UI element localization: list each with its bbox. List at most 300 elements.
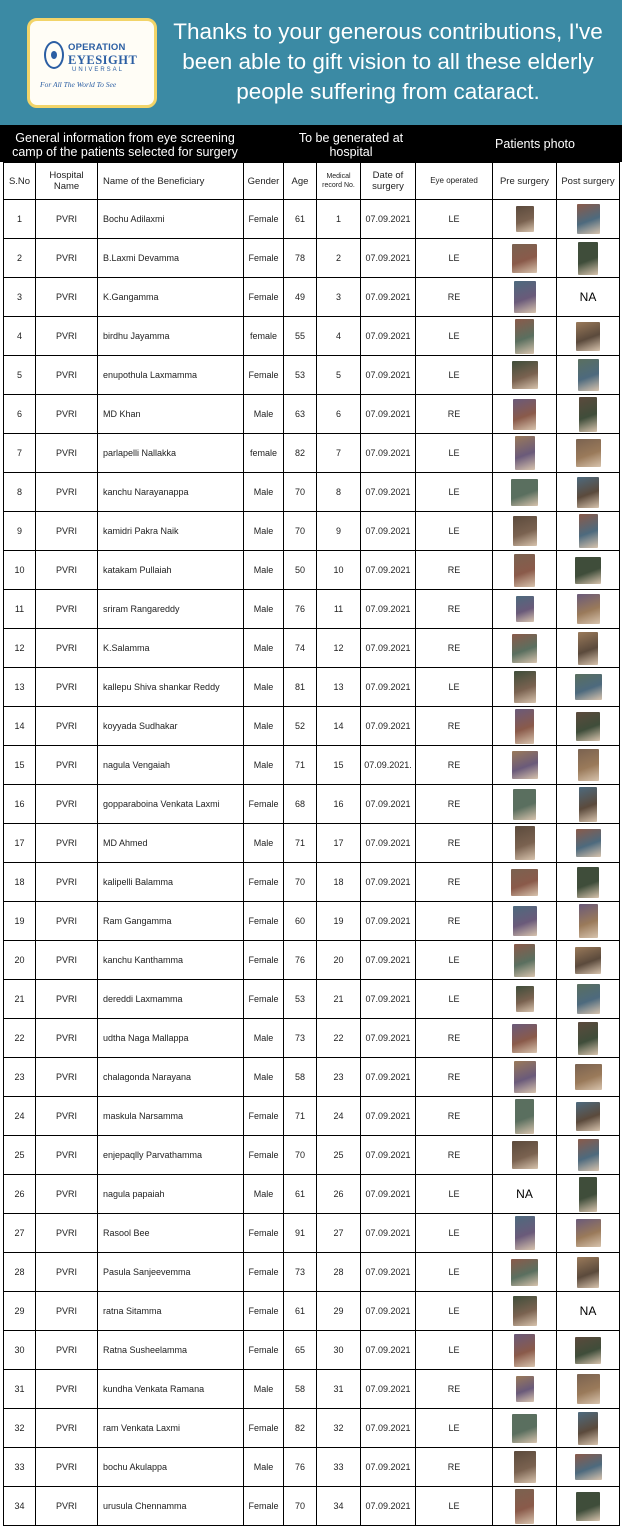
cell-medical-record: 18 <box>317 863 361 902</box>
post-surgery-photo <box>576 1219 601 1247</box>
cell-name: MD Ahmed <box>98 824 244 863</box>
cell-name: enupothula Laxmamma <box>98 356 244 395</box>
patients-table <box>3 162 620 1526</box>
cell-sno: 23 <box>4 1058 36 1097</box>
post-surgery-photo <box>578 1022 598 1055</box>
cell-hospital: PVRI <box>36 356 98 395</box>
cell-age: 65 <box>284 1331 317 1370</box>
cell-hospital: PVRI <box>36 902 98 941</box>
cell-gender: Female <box>244 980 284 1019</box>
post-surgery-photo-cell <box>557 1370 620 1409</box>
table-row <box>4 1058 620 1097</box>
table-body <box>4 200 620 1526</box>
cell-medical-record: 34 <box>317 1487 361 1526</box>
pre-surgery-photo <box>516 986 534 1012</box>
cell-age: 71 <box>284 746 317 785</box>
post-surgery-photo-cell <box>557 863 620 902</box>
table-row <box>4 1136 620 1175</box>
post-surgery-photo <box>576 322 600 351</box>
cell-sno: 25 <box>4 1136 36 1175</box>
cell-hospital: PVRI <box>36 395 98 434</box>
post-surgery-photo-cell <box>557 1448 620 1487</box>
post-surgery-photo <box>577 1257 599 1288</box>
cell-sno: 7 <box>4 434 36 473</box>
cell-sno: 24 <box>4 1097 36 1136</box>
cell-eye: LE <box>416 356 493 395</box>
cell-sno: 10 <box>4 551 36 590</box>
cell-eye: RE <box>416 278 493 317</box>
pre-surgery-photo-cell <box>493 980 557 1019</box>
post-surgery-photo-cell <box>557 629 620 668</box>
cell-eye: RE <box>416 1058 493 1097</box>
cell-sno: 27 <box>4 1214 36 1253</box>
pre-surgery-photo-cell <box>493 1370 557 1409</box>
cell-eye: RE <box>416 1097 493 1136</box>
cell-eye: RE <box>416 551 493 590</box>
cell-eye: LE <box>416 668 493 707</box>
cell-eye: LE <box>416 317 493 356</box>
cell-gender: Female <box>244 1487 284 1526</box>
post-surgery-photo <box>577 204 600 234</box>
pre-surgery-photo <box>515 319 534 354</box>
post-surgery-photo-cell <box>557 902 620 941</box>
post-surgery-photo-cell <box>557 200 620 239</box>
pre-surgery-photo-cell <box>493 278 557 317</box>
cell-gender: Female <box>244 902 284 941</box>
post-surgery-photo-cell <box>557 590 620 629</box>
cell-name: kallepu Shiva shankar Reddy <box>98 668 244 707</box>
cell-medical-record: 15 <box>317 746 361 785</box>
pre-surgery-photo <box>514 671 536 703</box>
post-surgery-photo-cell <box>557 1331 620 1370</box>
cell-medical-record: 7 <box>317 434 361 473</box>
cell-date: 07.09.2021 <box>361 902 416 941</box>
post-surgery-photo-cell <box>557 1058 620 1097</box>
table-row <box>4 1409 620 1448</box>
pre-surgery-photo-cell <box>493 200 557 239</box>
table-row <box>4 941 620 980</box>
cell-name: koyyada Sudhakar <box>98 707 244 746</box>
post-surgery-photo-cell <box>557 1214 620 1253</box>
cell-medical-record: 12 <box>317 629 361 668</box>
cell-hospital: PVRI <box>36 1253 98 1292</box>
cell-hospital: PVRI <box>36 1058 98 1097</box>
cell-medical-record: 19 <box>317 902 361 941</box>
cell-age: 50 <box>284 551 317 590</box>
post-surgery-photo-cell <box>557 551 620 590</box>
cell-age: 74 <box>284 629 317 668</box>
pre-surgery-photo-cell <box>493 1448 557 1487</box>
pre-surgery-photo <box>512 634 537 663</box>
pre-surgery-photo <box>513 399 536 430</box>
cell-medical-record: 4 <box>317 317 361 356</box>
cell-gender: Female <box>244 1253 284 1292</box>
pre-surgery-photo <box>512 1024 537 1053</box>
cell-hospital: PVRI <box>36 1487 98 1526</box>
cell-gender: Female <box>244 278 284 317</box>
cell-name: MD Khan <box>98 395 244 434</box>
cell-hospital: PVRI <box>36 1136 98 1175</box>
pre-surgery-photo <box>512 1414 537 1443</box>
pre-surgery-photo <box>513 906 537 936</box>
table-row <box>4 1448 620 1487</box>
cell-medical-record: 29 <box>317 1292 361 1331</box>
post-surgery-photo <box>579 397 597 432</box>
table-row <box>4 824 620 863</box>
table-row <box>4 1175 620 1214</box>
table-row <box>4 746 620 785</box>
pre-surgery-photo-cell <box>493 317 557 356</box>
post-surgery-photo-cell <box>557 278 620 317</box>
col-name: Name of the Beneficiary <box>98 163 244 200</box>
cell-age: 91 <box>284 1214 317 1253</box>
cell-sno: 33 <box>4 1448 36 1487</box>
cell-name: kamidri Pakra Naik <box>98 512 244 551</box>
cell-medical-record: 25 <box>317 1136 361 1175</box>
cell-gender: Female <box>244 1409 284 1448</box>
cell-name: Rasool Bee <box>98 1214 244 1253</box>
pre-surgery-photo-cell <box>493 1136 557 1175</box>
cell-sno: 15 <box>4 746 36 785</box>
post-surgery-photo <box>578 749 599 781</box>
post-surgery-photo <box>576 829 601 857</box>
cell-date: 07.09.2021 <box>361 668 416 707</box>
pre-surgery-photo <box>512 244 537 273</box>
pre-surgery-photo <box>515 1216 535 1250</box>
cell-name: maskula Narsamma <box>98 1097 244 1136</box>
pre-surgery-photo-cell <box>493 551 557 590</box>
post-surgery-photo <box>575 947 601 974</box>
cell-medical-record: 10 <box>317 551 361 590</box>
post-surgery-photo-cell <box>557 239 620 278</box>
cell-medical-record: 17 <box>317 824 361 863</box>
cell-medical-record: 26 <box>317 1175 361 1214</box>
cell-eye: RE <box>416 1370 493 1409</box>
cell-name: Bochu Adilaxmi <box>98 200 244 239</box>
cell-gender: Male <box>244 1019 284 1058</box>
pre-surgery-photo <box>514 1451 536 1483</box>
cell-name: ratna Sitamma <box>98 1292 244 1331</box>
cell-name: dereddi Laxmamma <box>98 980 244 1019</box>
cell-sno: 21 <box>4 980 36 1019</box>
table-row <box>4 239 620 278</box>
cell-medical-record: 6 <box>317 395 361 434</box>
table-row <box>4 785 620 824</box>
cell-eye: RE <box>416 746 493 785</box>
cell-date: 07.09.2021 <box>361 551 416 590</box>
cell-date: 07.09.2021 <box>361 1136 416 1175</box>
cell-hospital: PVRI <box>36 746 98 785</box>
cell-gender: Female <box>244 1214 284 1253</box>
not-available-label: NA <box>579 1304 597 1318</box>
cell-age: 60 <box>284 902 317 941</box>
cell-gender: Male <box>244 1448 284 1487</box>
post-surgery-photo <box>575 1337 601 1364</box>
post-surgery-photo <box>579 1177 597 1212</box>
cell-hospital: PVRI <box>36 239 98 278</box>
patients-photo-header: Patients photo <box>495 137 575 151</box>
cell-age: 53 <box>284 356 317 395</box>
cell-date: 07.09.2021 <box>361 1331 416 1370</box>
post-surgery-photo-cell <box>557 1136 620 1175</box>
cell-hospital: PVRI <box>36 1448 98 1487</box>
table-row <box>4 629 620 668</box>
pre-surgery-photo-cell <box>493 746 557 785</box>
post-surgery-photo-cell <box>557 707 620 746</box>
cell-gender: Male <box>244 551 284 590</box>
pre-surgery-photo-cell <box>493 941 557 980</box>
cell-age: 61 <box>284 200 317 239</box>
pre-surgery-photo-cell <box>493 512 557 551</box>
pre-surgery-photo <box>513 516 537 546</box>
cell-sno: 19 <box>4 902 36 941</box>
not-available-label: NA <box>579 290 597 304</box>
table-row <box>4 1331 620 1370</box>
cell-age: 76 <box>284 590 317 629</box>
col-hospital: Hospital Name <box>36 163 98 200</box>
thank-you-headline: Thanks to your generous contributions, I've been able to gift vision to all these elderly people suffering from cataract. <box>173 19 603 104</box>
post-surgery-photo-cell <box>557 824 620 863</box>
pre-surgery-photo <box>511 479 538 506</box>
post-surgery-photo-cell <box>557 473 620 512</box>
cell-age: 70 <box>284 863 317 902</box>
table-row <box>4 902 620 941</box>
cell-gender: female <box>244 434 284 473</box>
cell-medical-record: 22 <box>317 1019 361 1058</box>
cell-name: ram Venkata Laxmi <box>98 1409 244 1448</box>
table-row <box>4 980 620 1019</box>
cell-date: 07.09.2021 <box>361 1097 416 1136</box>
pre-surgery-photo-cell <box>493 239 557 278</box>
pre-surgery-photo <box>515 436 535 470</box>
cell-sno: 29 <box>4 1292 36 1331</box>
cell-gender: Female <box>244 863 284 902</box>
cell-name: birdhu Jayamma <box>98 317 244 356</box>
post-surgery-photo <box>578 242 598 275</box>
col-eye-operated: Eye operated <box>416 163 493 200</box>
cell-date: 07.09.2021 <box>361 395 416 434</box>
cell-sno: 22 <box>4 1019 36 1058</box>
table-row <box>4 707 620 746</box>
cell-eye: RE <box>416 785 493 824</box>
cell-eye: LE <box>416 1175 493 1214</box>
cell-hospital: PVRI <box>36 317 98 356</box>
table-row <box>4 200 620 239</box>
cell-sno: 2 <box>4 239 36 278</box>
cell-hospital: PVRI <box>36 590 98 629</box>
cell-age: 58 <box>284 1058 317 1097</box>
cell-date: 07.09.2021 <box>361 941 416 980</box>
table-row <box>4 1292 620 1331</box>
table-row <box>4 512 620 551</box>
cell-medical-record: 1 <box>317 200 361 239</box>
cell-age: 61 <box>284 1292 317 1331</box>
pre-surgery-photo <box>514 1334 535 1367</box>
cell-gender: Male <box>244 590 284 629</box>
post-surgery-photo-cell <box>557 980 620 1019</box>
cell-gender: Female <box>244 200 284 239</box>
cell-eye: LE <box>416 239 493 278</box>
cell-eye: LE <box>416 200 493 239</box>
table-row <box>4 1214 620 1253</box>
cell-eye: RE <box>416 1136 493 1175</box>
cell-eye: LE <box>416 1253 493 1292</box>
table-row <box>4 317 620 356</box>
cell-hospital: PVRI <box>36 668 98 707</box>
cell-eye: RE <box>416 824 493 863</box>
cell-name: nagula papaiah <box>98 1175 244 1214</box>
pre-surgery-photo <box>515 1099 534 1134</box>
cell-age: 73 <box>284 1253 317 1292</box>
cell-eye: LE <box>416 1292 493 1331</box>
cell-date: 07.09.2021 <box>361 239 416 278</box>
logo-tagline: For All The World To See <box>40 80 117 89</box>
logo-line-1: OPERATION <box>68 42 126 53</box>
cell-eye: LE <box>416 512 493 551</box>
pre-surgery-photo-cell <box>493 1058 557 1097</box>
cell-date: 07.09.2021 <box>361 1253 416 1292</box>
col-age: Age <box>284 163 317 200</box>
cell-hospital: PVRI <box>36 473 98 512</box>
cell-gender: Male <box>244 668 284 707</box>
post-surgery-photo-cell <box>557 1175 620 1214</box>
cell-eye: LE <box>416 1487 493 1526</box>
pre-surgery-photo <box>515 709 534 744</box>
cell-gender: Male <box>244 395 284 434</box>
cell-date: 07.09.2021 <box>361 356 416 395</box>
not-available-label: NA <box>516 1187 533 1201</box>
post-surgery-photo <box>579 787 597 822</box>
cell-hospital: PVRI <box>36 1097 98 1136</box>
cell-name: parlapelli Nallakka <box>98 434 244 473</box>
pre-surgery-photo-cell <box>493 629 557 668</box>
cell-medical-record: 2 <box>317 239 361 278</box>
pre-surgery-photo-cell <box>493 707 557 746</box>
post-surgery-photo-cell <box>557 1019 620 1058</box>
pre-surgery-photo <box>514 554 535 587</box>
cell-age: 70 <box>284 473 317 512</box>
cell-gender: Male <box>244 473 284 512</box>
cell-medical-record: 33 <box>317 1448 361 1487</box>
post-surgery-photo-cell <box>557 1253 620 1292</box>
pre-surgery-photo <box>516 206 534 232</box>
cell-date: 07.09.2021 <box>361 707 416 746</box>
cell-medical-record: 30 <box>317 1331 361 1370</box>
cell-gender: Female <box>244 941 284 980</box>
cell-medical-record: 8 <box>317 473 361 512</box>
cell-eye: LE <box>416 941 493 980</box>
cell-hospital: PVRI <box>36 551 98 590</box>
post-surgery-photo <box>579 514 598 548</box>
logo-line-3: UNIVERSAL <box>72 67 125 73</box>
table-row <box>4 356 620 395</box>
cell-date: 07.09.2021 <box>361 863 416 902</box>
post-surgery-photo-cell <box>557 1097 620 1136</box>
pre-surgery-photo <box>512 1141 538 1169</box>
cell-medical-record: 14 <box>317 707 361 746</box>
cell-age: 70 <box>284 1487 317 1526</box>
cell-date: 07.09.2021 <box>361 1409 416 1448</box>
cell-hospital: PVRI <box>36 1214 98 1253</box>
cell-sno: 32 <box>4 1409 36 1448</box>
post-surgery-photo-cell <box>557 785 620 824</box>
post-surgery-photo-cell <box>557 317 620 356</box>
cell-sno: 28 <box>4 1253 36 1292</box>
cell-sno: 1 <box>4 200 36 239</box>
cell-gender: Male <box>244 512 284 551</box>
hospital-generated-header: To be generated at hospital <box>298 131 404 159</box>
pre-surgery-photo-cell <box>493 395 557 434</box>
post-surgery-photo-cell <box>557 1409 620 1448</box>
table-row <box>4 434 620 473</box>
post-surgery-photo <box>578 632 598 665</box>
pre-surgery-photo-cell <box>493 590 557 629</box>
cell-name: gopparaboina Venkata Laxmi <box>98 785 244 824</box>
cell-hospital: PVRI <box>36 629 98 668</box>
cell-hospital: PVRI <box>36 512 98 551</box>
post-surgery-photo <box>575 674 602 700</box>
pre-surgery-photo-cell <box>493 1253 557 1292</box>
cell-age: 81 <box>284 668 317 707</box>
cell-name: urusula Chennamma <box>98 1487 244 1526</box>
cell-date: 07.09.2021 <box>361 1448 416 1487</box>
post-surgery-photo-cell <box>557 941 620 980</box>
cell-hospital: PVRI <box>36 1370 98 1409</box>
post-surgery-photo-cell <box>557 746 620 785</box>
cell-name: sriram Rangareddy <box>98 590 244 629</box>
cell-gender: female <box>244 317 284 356</box>
table-row <box>4 278 620 317</box>
cell-date: 07.09.2021 <box>361 434 416 473</box>
cell-date: 07.09.2021 <box>361 1370 416 1409</box>
pre-surgery-photo-cell <box>493 1097 557 1136</box>
col-gender: Gender <box>244 163 284 200</box>
post-surgery-photo <box>576 1102 600 1131</box>
pre-surgery-photo <box>513 1296 537 1326</box>
cell-gender: Female <box>244 1331 284 1370</box>
cell-gender: Female <box>244 239 284 278</box>
cell-age: 49 <box>284 278 317 317</box>
post-surgery-photo <box>575 1064 602 1090</box>
cell-medical-record: 3 <box>317 278 361 317</box>
cell-date: 07.09.2021 <box>361 473 416 512</box>
cell-date: 07.09.2021 <box>361 317 416 356</box>
cell-sno: 3 <box>4 278 36 317</box>
pre-surgery-photo <box>516 1376 534 1402</box>
cell-eye: LE <box>416 473 493 512</box>
cell-name: Ram Gangamma <box>98 902 244 941</box>
pre-surgery-photo-cell <box>493 1409 557 1448</box>
pre-surgery-photo-cell <box>493 863 557 902</box>
cell-age: 58 <box>284 1370 317 1409</box>
table-row <box>4 395 620 434</box>
cell-sno: 6 <box>4 395 36 434</box>
pre-surgery-photo <box>511 1259 538 1286</box>
table-row <box>4 551 620 590</box>
cell-name: B.Laxmi Devamma <box>98 239 244 278</box>
eye-icon <box>44 41 64 69</box>
cell-gender: Female <box>244 1097 284 1136</box>
cell-date: 07.09.2021 <box>361 824 416 863</box>
cell-date: 07.09.2021 <box>361 1175 416 1214</box>
pre-surgery-photo <box>514 1061 536 1093</box>
cell-sno: 11 <box>4 590 36 629</box>
cell-age: 68 <box>284 785 317 824</box>
cell-age: 76 <box>284 1448 317 1487</box>
cell-hospital: PVRI <box>36 1331 98 1370</box>
cell-eye: LE <box>416 980 493 1019</box>
pre-surgery-photo <box>512 361 538 389</box>
